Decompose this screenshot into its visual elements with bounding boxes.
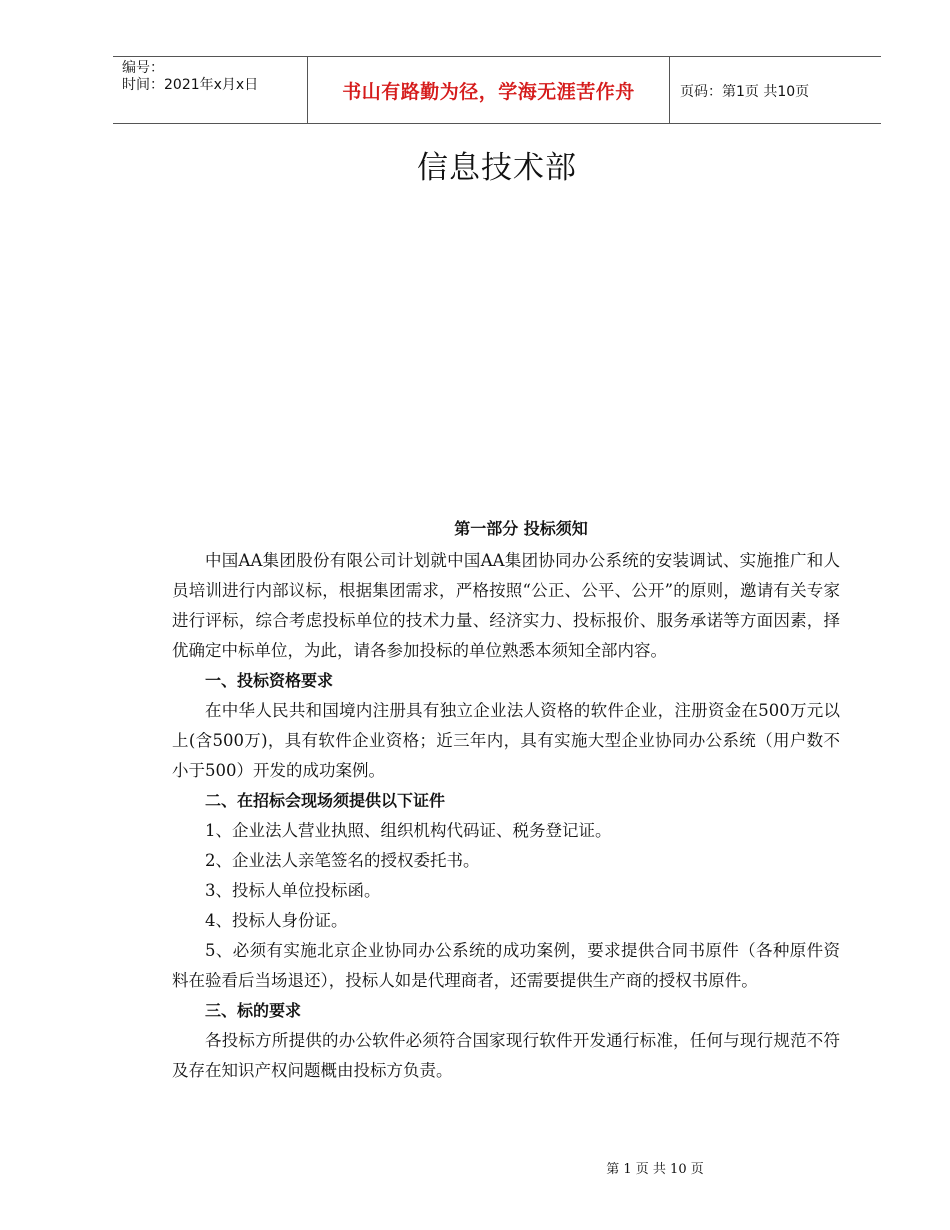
list-item: 2、企业法人亲笔签名的授权委托书。 — [205, 851, 480, 870]
requirements-paragraph: 各投标方所提供的办公软件必须符合国家现行软件开发通行标准，任何与现行规范不符及存在知识产权问题概由投标方负责。 — [172, 1031, 840, 1080]
header-meta — [122, 60, 258, 94]
intro-paragraph: 中国AA集团股份有限公司计划就中国AA集团协同办公系统的安装调试、实施推广和人员培训进行内部议标，根据集团需求，严格按照“公正、公平、公开”的原则，邀请有关专家进行评标，综合考虑投标单位的技术力量、经济实力、投标报价、服务承诺等方面因素，择优确定中标单位，为此，请各参加投标的单位熟悉本须知全部内容。 — [172, 551, 840, 660]
page-footer: 第 1 页 共 10 页 — [606, 1162, 704, 1177]
list-item: 1、企业法人营业执照、组织机构代码证、税务登记证。 — [205, 821, 612, 840]
heading-documents: 二、在招标会现场须提供以下证件 — [205, 791, 446, 810]
list-item: 4、投标人身份证。 — [205, 911, 348, 930]
list-item: 3、投标人单位投标函。 — [205, 881, 381, 900]
page-header — [113, 56, 881, 124]
header-divider-right — [669, 57, 670, 123]
document-number-label: 编号： — [122, 60, 164, 76]
header-motto: 书山有路勤为径，学海无涯苦作舟 — [342, 81, 635, 103]
document-body — [172, 514, 840, 1086]
header-page-info: 页码：第1页 共10页 — [680, 84, 810, 100]
qualification-paragraph: 在中华人民共和国境内注册具有独立企业法人资格的软件企业，注册资金在500万元以上(含500万)，具有软件企业资格；近三年内，具有实施大型企业协同办公系统（用户数不小于500）开发的成功案例。 — [172, 701, 840, 780]
heading-requirements: 三、标的要求 — [205, 1001, 302, 1020]
section-title: 第一部分 投标须知 — [454, 519, 588, 538]
document-date: 时间：2021年x月x日 — [122, 77, 259, 93]
department-title: 信息技术部 — [417, 150, 577, 186]
list-item: 5、必须有实施北京企业协同办公系统的成功案例，要求提供合同书原件（各种原件资料在验看后当场退还），投标人如是代理商者，还需要提供生产商的授权书原件。 — [172, 941, 840, 990]
heading-qualification: 一、投标资格要求 — [205, 671, 334, 690]
